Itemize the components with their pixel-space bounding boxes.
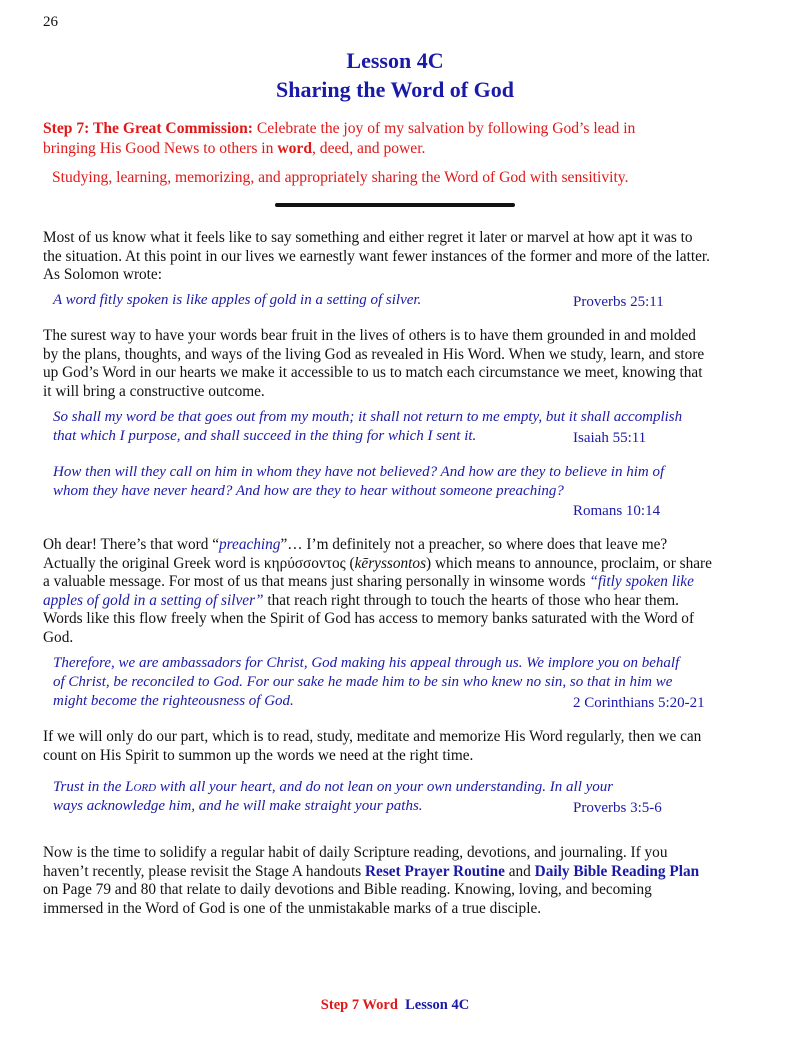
v5-text: Trust in the	[53, 779, 126, 795]
p5-text: haven’t recently, please revisit the Stage A handouts	[43, 862, 365, 880]
p3-text: Words like this flow freely when the Spirit of God has access to memory banks saturated with the Word of	[43, 610, 695, 627]
p3-text: a valuable message. For most of us that means just sharing personally in winsome words	[43, 573, 590, 590]
step-label: Step 7: The Great Commission:	[43, 120, 253, 137]
v3-line: How then will they call on him in whom they have not believed? And how are they to believe in him of	[53, 464, 665, 480]
p3-text: that reach right through to touch the hearts of those who hear them.	[263, 591, 679, 609]
ref-proverbs-3: Proverbs 3:5-6	[573, 800, 662, 816]
v2-line: So shall my word be that goes out from my mouth; it shall not return to me empty, but it shall accomplish	[53, 409, 683, 425]
p1-line: the situation. At this point in our lives we earnestly want fewer instances of the former and more of the latter.	[43, 247, 710, 265]
p2-line: The surest way to have your words bear fruit in the lives of others is to have them grounded in and molded	[43, 327, 696, 344]
p3-text: God.	[43, 628, 74, 646]
v5-lord: Lord	[125, 779, 157, 795]
p5-text: and	[504, 862, 535, 880]
p3-text: Actually the original Greek word is κηρύσσοντος (	[43, 554, 355, 572]
footer-step: Step 7 Word	[320, 997, 398, 1013]
paragraph-5	[43, 844, 755, 918]
paragraph-4	[43, 728, 755, 765]
step-word: word	[277, 140, 312, 157]
p3-text: Oh dear! There’s that word “	[43, 536, 219, 553]
page-number: 26	[43, 14, 58, 30]
p5-text: on Page 79 and 80 that relate to daily devotions and Bible reading. Knowing, loving, and becoming	[43, 881, 652, 898]
p5-text: immersed in the Word of God is one of the unmistakable marks of a true disciple.	[43, 899, 542, 917]
p2-line: up God’s Word in our hearts we make it accessible to us to match each circumstance we meet, knowing that	[43, 364, 703, 381]
verse-romans-10	[53, 463, 743, 501]
daily-bible-reading-plan-link[interactable]: Daily Bible Reading Plan	[534, 862, 700, 880]
paragraph-1	[43, 229, 755, 285]
p1-line: As Solomon wrote:	[43, 266, 162, 283]
p3-preaching: preaching	[219, 536, 281, 553]
paragraph-2	[43, 327, 755, 401]
v4-line: might become the righteousness of God.	[53, 693, 294, 709]
p4-line: count on His Spirit to summon up the words we need at the right time.	[43, 746, 474, 764]
p3-text: ”… I’m definitely not a preacher, so where does that leave me?	[280, 536, 668, 553]
paragraph-3	[43, 536, 755, 647]
ref-isaiah-55: Isaiah 55:11	[573, 430, 647, 446]
footer-lesson: Lesson 4C	[405, 997, 470, 1013]
p1-line: Most of us know what it feels like to say something and either regret it later or marvel at how apt it was to	[43, 229, 693, 246]
v4-line: Therefore, we are ambassadors for Christ, God making his appeal through us. We implore you on behalf	[53, 655, 680, 671]
v4-line: of Christ, be reconciled to God. For our sake he made him to be sin who knew no sin, so that in him we	[53, 674, 673, 690]
v5-text: ways acknowledge him, and he will make straight your paths.	[53, 798, 423, 814]
step-subtitle: Studying, learning, memorizing, and appropriately sharing the Word of God with sensitivity.	[52, 169, 629, 186]
p5-text: Now is the time to solidify a regular habit of daily Scripture reading, devotions, and journaling. If you	[43, 844, 668, 861]
reset-prayer-routine-link[interactable]: Reset Prayer Routine	[365, 862, 505, 880]
lesson-title: Lesson 4C	[346, 48, 444, 73]
p4-line: If we will only do our part, which is to read, study, meditate and memorize His Word regularly, then we can	[43, 728, 702, 745]
v2-line: that which I purpose, and shall succeed in the thing for which I sent it.	[53, 428, 477, 444]
v5-text: with all your heart, and do not lean on your own understanding. In all your	[156, 779, 614, 795]
v3-line: whom they have never heard? And how are they to hear without someone preaching?	[53, 483, 564, 499]
page-footer	[0, 997, 790, 1014]
p2-line: it will bring a constructive outcome.	[43, 382, 265, 400]
step-text-line1: Celebrate the joy of my salvation by following God’s lead in	[256, 120, 636, 137]
p3-transliteration: kēryssontos	[354, 554, 427, 572]
p2-line: by the plans, thoughts, and ways of the living God as revealed in His Word. When we study, learn, and store	[43, 345, 705, 363]
step-statement	[43, 119, 753, 159]
ref-2-corinthians-5: 2 Corinthians 5:20-21	[573, 695, 705, 711]
verse-proverbs-25: A word fitly spoken is like apples of gold in a setting of silver.	[53, 292, 422, 308]
p3-quote: apples of gold in a setting of silver”	[43, 591, 264, 609]
ref-romans-10: Romans 10:14	[573, 503, 661, 519]
divider	[275, 203, 515, 207]
step-text-line2a: bringing His Good News to others in	[43, 140, 274, 157]
p3-text: ) which means to announce, proclaim, or share	[426, 554, 712, 572]
p3-quote: “fitly spoken like	[589, 573, 694, 590]
step-text-line2b: , deed, and power.	[312, 140, 426, 157]
page-title: Sharing the Word of God	[276, 77, 514, 102]
ref-proverbs-25: Proverbs 25:11	[573, 294, 664, 310]
